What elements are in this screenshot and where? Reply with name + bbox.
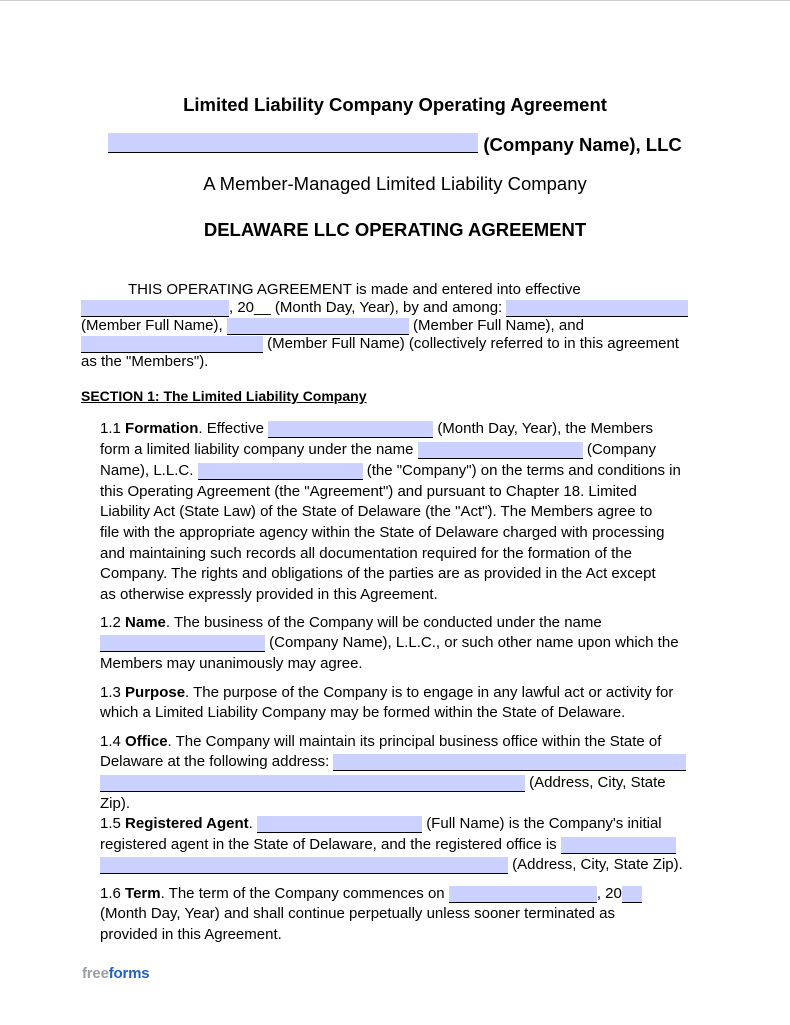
s14-line-1: 1.4 Office. The Company will maintain its principal business office within the State of <box>100 733 662 750</box>
s16-line-1: 1.6 Term. The term of the Company commences on , 20 <box>100 885 642 903</box>
member-1-name-field[interactable] <box>506 300 688 317</box>
document-subtitle: A Member-Managed Limited Liability Company <box>203 173 587 194</box>
section-1-title: SECTION 1: The Limited Liability Company <box>81 388 367 404</box>
member-2-name-field[interactable] <box>227 318 409 335</box>
intro-line-4: (Member Full Name) (collectively referred to in this agreement <box>81 335 679 353</box>
company-name-suffix: (Company Name), LLC <box>483 134 682 155</box>
s16-line-2: (Month Day, Year) and shall continue perpetually unless sooner terminated as <box>100 905 616 922</box>
s14-line-4: Zip). <box>100 795 130 812</box>
s14-line-2: Delaware at the following address: <box>100 753 686 771</box>
business-name-field[interactable] <box>100 635 265 652</box>
office-address-field-1[interactable] <box>333 754 686 771</box>
s11-heading: Formation <box>125 420 199 437</box>
company-name-field[interactable] <box>108 133 478 153</box>
s11-line-3: Name), L.L.C. (the "Company") on the terms and conditions in <box>100 462 681 479</box>
document-title: Limited Liability Company Operating Agreement <box>183 94 607 115</box>
intro-line-3: (Member Full Name), (Member Full Name), and <box>81 317 584 334</box>
formation-date-field[interactable] <box>268 421 433 438</box>
s13-heading: Purpose <box>125 684 186 701</box>
office-address-field-2[interactable] <box>100 775 525 792</box>
s11-line-6: file with the appropriate agency within the State of Delaware charged with processing <box>100 524 665 541</box>
s11-line-8: Company. The rights and obligations of the parties are as provided in the Act except <box>100 565 656 582</box>
s15-line-2: registered agent in the State of Delaware, and the registered office is <box>100 836 676 854</box>
s11-line-2: form a limited liability company under the name (Company <box>100 441 657 458</box>
s12-line-2: (Company Name), L.L.C., or such other name upon which the <box>100 634 679 652</box>
s12-line-1: 1.2 Name. The business of the Company will be conducted under the name <box>100 614 602 631</box>
s11-line-7: and maintaining such records all documentation required for the formation of the <box>100 545 632 562</box>
registered-office-field-2[interactable] <box>100 857 508 874</box>
s11-line-9: as otherwise expressly provided in this Agreement. <box>100 586 438 603</box>
s14-heading: Office <box>125 733 168 750</box>
effective-date-field[interactable] <box>81 300 229 317</box>
freeforms-logo: freeforms <box>82 965 150 982</box>
s13-line-2: which a Limited Liability Company may be formed within the State of Delaware. <box>100 704 626 721</box>
s12-heading: Name <box>125 614 166 631</box>
s11-line-1: 1.1 Formation. Effective (Month Day, Year), the Members <box>100 420 653 437</box>
intro-line-5: as the "Members"). <box>81 353 209 370</box>
formation-company-field[interactable] <box>198 463 363 480</box>
s16-heading: Term <box>125 885 161 902</box>
s15-line-1: 1.5 Registered Agent. (Full Name) is the Company's initial <box>100 815 662 832</box>
s16-line-3: provided in this Agreement. <box>100 926 282 943</box>
company-name-line <box>0 133 790 156</box>
s15-line-3: (Address, City, State Zip). <box>100 856 683 874</box>
page-top-border <box>0 0 790 1</box>
intro-line-1: THIS OPERATING AGREEMENT is made and entered into effective <box>128 281 581 298</box>
document-heading: DELAWARE LLC OPERATING AGREEMENT <box>203 219 587 240</box>
registered-office-field-1[interactable] <box>561 837 676 854</box>
term-year-field[interactable] <box>622 886 642 903</box>
s11-line-4: this Operating Agreement (the "Agreement") and pursuant to Chapter 18. Limited <box>100 483 637 500</box>
s12-line-3: Members may unanimously may agree. <box>100 655 363 672</box>
member-3-name-field[interactable] <box>81 336 263 353</box>
s13-line-1: 1.3 Purpose. The purpose of the Company is to engage in any lawful act or activity for <box>100 684 674 701</box>
agent-name-field[interactable] <box>257 816 422 833</box>
intro-line-2: , 20__ (Month Day, Year), by and among: <box>81 299 688 317</box>
s15-heading: Registered Agent <box>125 815 249 832</box>
s14-line-3: (Address, City, State <box>100 774 666 792</box>
s11-line-5: Liability Act (State Law) of the State of Delaware (the "Act"). The Members agree to <box>100 503 653 520</box>
formation-company-name-field[interactable] <box>418 442 583 459</box>
term-date-field[interactable] <box>449 886 597 903</box>
